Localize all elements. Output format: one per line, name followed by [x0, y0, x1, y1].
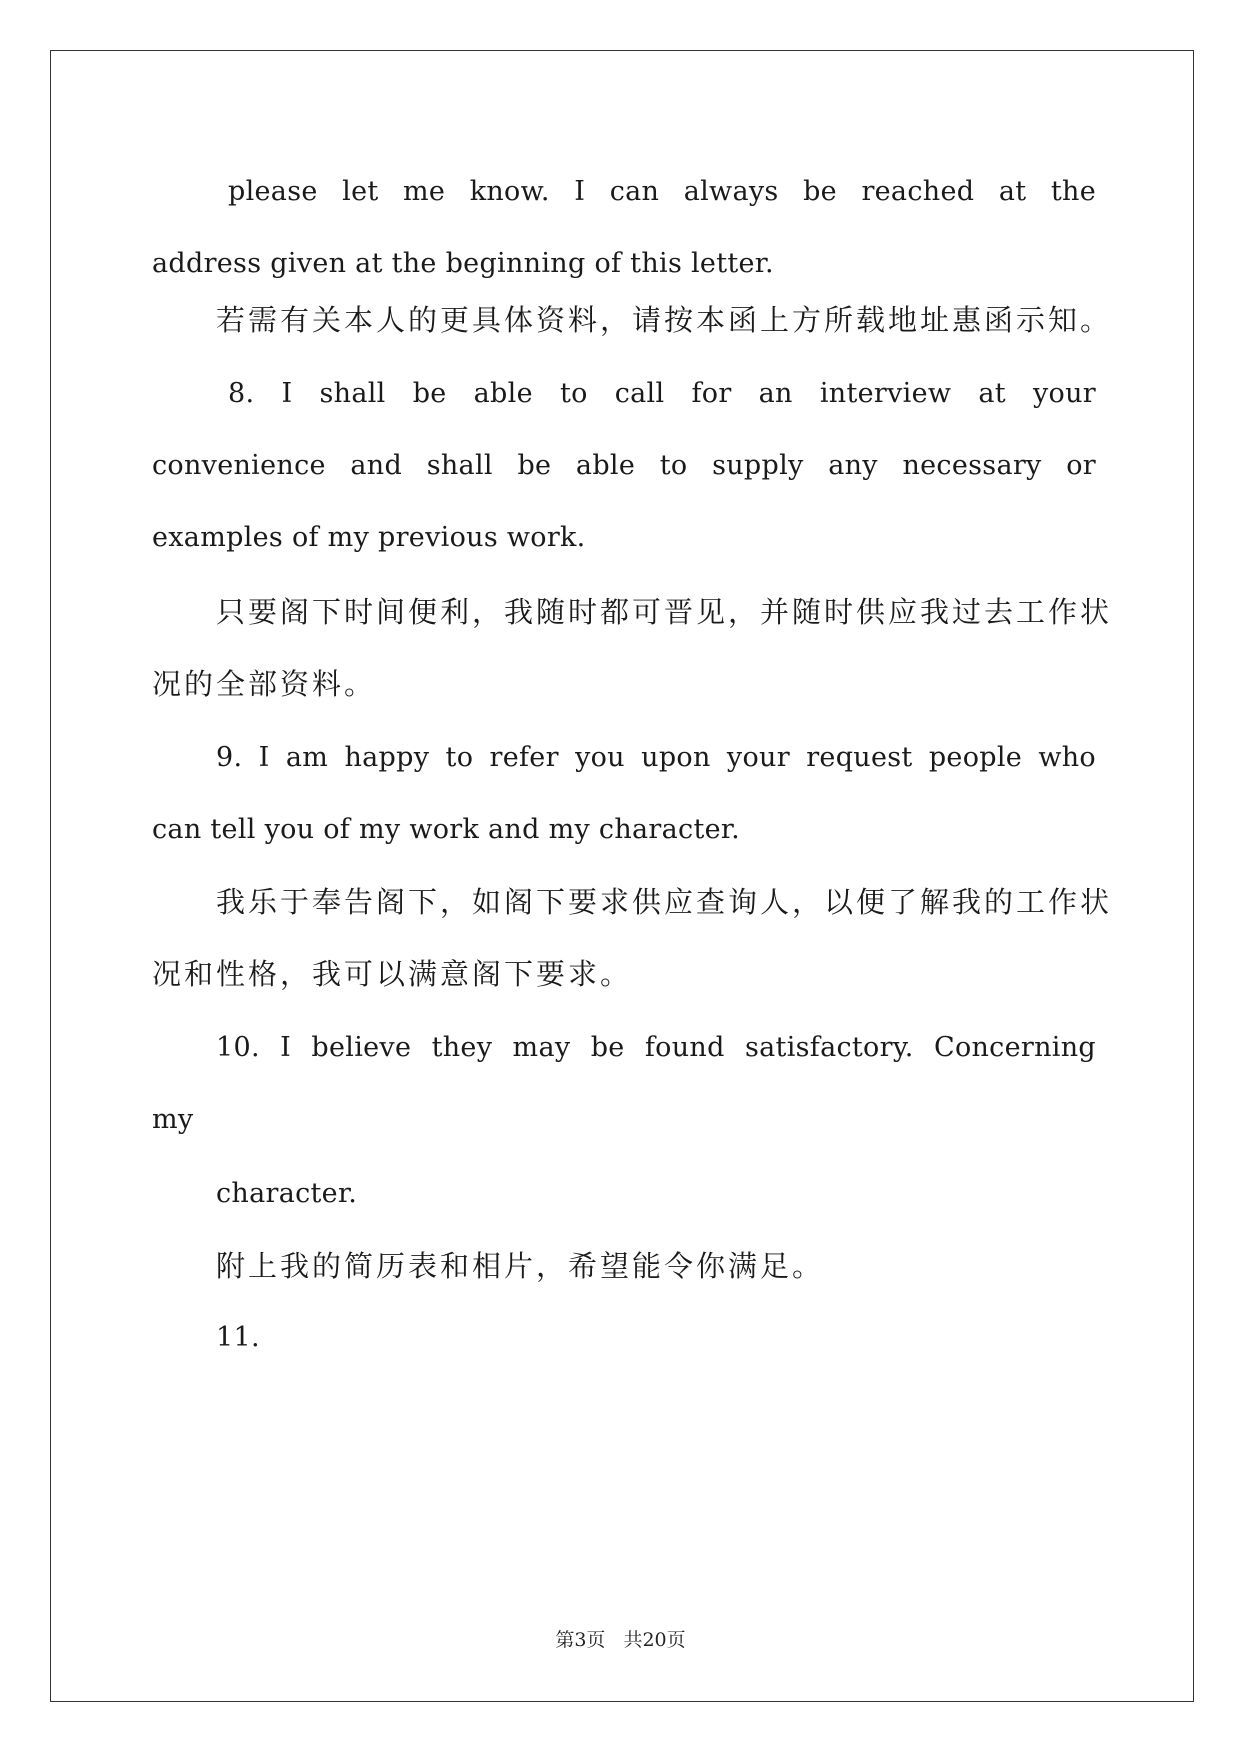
paragraph-line: 8. I shall be able to call for an interview at your	[228, 378, 1096, 409]
paragraph-line-chinese: 我乐于奉告阁下，如阁下要求供应查询人，以便了解我的工作状	[216, 885, 1113, 919]
paragraph-line: 9. I am happy to refer you upon your request people who	[216, 742, 1096, 773]
paragraph-line: examples of my previous work.	[152, 522, 586, 553]
paragraph-line-chinese: 只要阁下时间便利，我随时都可晋见，并随时供应我过去工作状	[216, 595, 1113, 629]
paragraph-line: address given at the beginning of this letter.	[152, 248, 774, 279]
paragraph-line-chinese: 附上我的简历表和相片，希望能令你满足。	[216, 1249, 825, 1283]
paragraph-line: 11.	[216, 1322, 260, 1353]
paragraph-line-chinese: 况的全部资料。	[152, 667, 377, 701]
paragraph-line: can tell you of my work and my character.	[152, 814, 741, 845]
page-border	[50, 50, 1194, 1702]
paragraph-line-chinese: 况和性格，我可以满意阁下要求。	[152, 957, 633, 991]
paragraph-line: convenience and shall be able to supply any necessary or	[152, 450, 1096, 481]
page-number: 第3页	[555, 1629, 606, 1651]
page-footer	[0, 1625, 1241, 1652]
paragraph-line: character.	[216, 1178, 358, 1209]
paragraph-line: 10. I believe they may be found satisfactory. Concerning	[216, 1032, 1096, 1063]
page-total: 共20页	[623, 1629, 686, 1651]
paragraph-line: my	[152, 1104, 194, 1135]
paragraph-line-chinese: 若需有关本人的更具体资料，请按本函上方所载地址惠函示知。	[216, 303, 1113, 337]
paragraph-line: please let me know. I can always be reached at the	[228, 176, 1096, 207]
